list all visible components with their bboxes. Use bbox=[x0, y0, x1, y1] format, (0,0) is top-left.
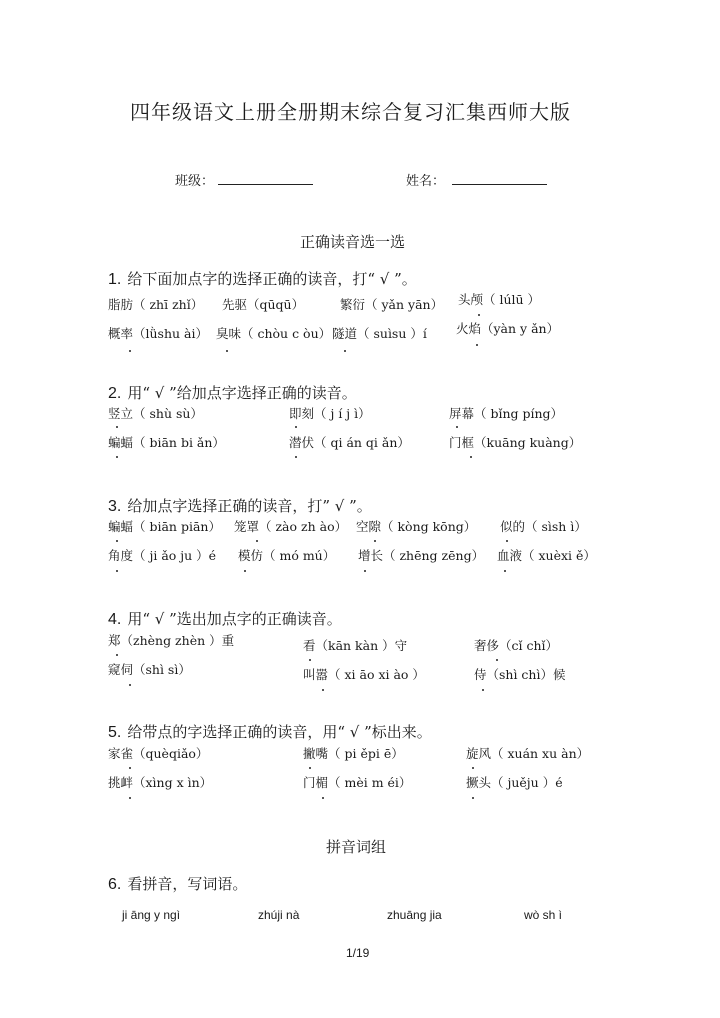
emphasis-dot bbox=[364, 570, 366, 572]
q5-item-4[interactable]: 挑衅（xìng x ìn） bbox=[108, 775, 213, 790]
emphasis-dot bbox=[344, 350, 346, 352]
q5-item-2[interactable]: 撇嘴（ pi ěpi ē） bbox=[303, 746, 404, 761]
q1-item-3[interactable]: 繁衍（ yǎn yān） bbox=[340, 297, 444, 312]
question-1 bbox=[108, 268, 417, 289]
emphasis-dot bbox=[129, 350, 131, 352]
emphasis-dot bbox=[456, 426, 458, 428]
emphasis-dot bbox=[116, 456, 118, 458]
emphasis-dot bbox=[472, 797, 474, 799]
emphasis-dot bbox=[322, 797, 324, 799]
question-number: 4. bbox=[108, 611, 122, 628]
emphasis-dot bbox=[482, 689, 484, 691]
q1-item-8[interactable]: 火焰（yàn y ǎn） bbox=[456, 321, 560, 336]
q3-item-8[interactable]: 血液（ xuèxi ě） bbox=[497, 548, 596, 563]
q3-item-6[interactable]: 模仿（ mó mú） bbox=[238, 548, 336, 563]
q5-item-5[interactable]: 门楣（ mèi m éi） bbox=[303, 775, 412, 790]
question-number: 5. bbox=[108, 724, 122, 741]
emphasis-dot bbox=[116, 426, 118, 428]
question-text: 用“ √ ”给加点字选择正确的读音。 bbox=[127, 384, 357, 402]
emphasis-dot bbox=[295, 456, 297, 458]
q3-item-1[interactable]: 蝙蝠（ biān piān） bbox=[108, 519, 221, 534]
page-title: 四年级语文上册全册期末综合复习汇集西师大版 bbox=[130, 100, 571, 124]
emphasis-dot bbox=[472, 767, 474, 769]
q2-item-4[interactable]: 蝙蝠（ biān bi ǎn） bbox=[108, 435, 225, 450]
q5-item-1[interactable]: 家雀（quèqiǎo） bbox=[108, 746, 209, 761]
question-text: 用“ √ ”选出加点字的正确读音。 bbox=[127, 610, 342, 628]
q4-item-1[interactable]: 郑（zhèng zhèn ）重 bbox=[108, 633, 235, 648]
question-number: 3. bbox=[108, 498, 122, 515]
question-text: 给加点字选择正确的读音，打” √ ”。 bbox=[127, 497, 372, 515]
emphasis-dot bbox=[496, 659, 498, 661]
q4-item-3[interactable]: 奢侈（cǐ chǐ） bbox=[474, 638, 559, 653]
q4-item-5[interactable]: 叫嚣（ xi āo xi ào ） bbox=[303, 667, 425, 682]
emphasis-dot bbox=[504, 570, 506, 572]
q3-item-3[interactable]: 空隙（ kòng kōng） bbox=[356, 519, 477, 534]
pinyin-item-1: ji āng y ngì bbox=[122, 908, 181, 922]
q5-item-3[interactable]: 旋风（ xuán xu àn） bbox=[466, 746, 590, 761]
question-text: 给下面加点字的选择正确的读音，打“ √ ”。 bbox=[127, 270, 417, 288]
q1-item-4[interactable]: 头颅（ lúlū ） bbox=[458, 292, 541, 307]
question-5 bbox=[108, 721, 432, 742]
question-number: 2. bbox=[108, 385, 122, 402]
q2-item-3[interactable]: 屏幕（ bǐng píng） bbox=[449, 406, 564, 421]
emphasis-dot bbox=[129, 767, 131, 769]
question-6 bbox=[108, 873, 247, 894]
name-blank[interactable] bbox=[452, 184, 547, 185]
q1-item-5[interactable]: 概率（lǜshu ài） bbox=[108, 326, 208, 341]
q3-item-2[interactable]: 笼罩（ zào zh ào） bbox=[234, 519, 348, 534]
class-label: 班级： bbox=[175, 174, 215, 189]
section-title-pinyin: 拼音词组 bbox=[326, 838, 387, 856]
emphasis-dot bbox=[226, 350, 228, 352]
pinyin-item-2: zhúji nà bbox=[258, 908, 300, 922]
name-label: 姓名： bbox=[406, 174, 446, 189]
q2-item-5[interactable]: 潜伏（ qi án qi ǎn） bbox=[289, 435, 410, 450]
pinyin-item-3: zhuāng jia bbox=[387, 908, 442, 922]
emphasis-dot bbox=[244, 570, 246, 572]
emphasis-dot bbox=[295, 426, 297, 428]
q4-item-6[interactable]: 侍（shì chì）候 bbox=[474, 667, 566, 682]
question-2 bbox=[108, 382, 357, 403]
q3-item-4[interactable]: 似的（ sìsh ì） bbox=[500, 519, 587, 534]
q2-item-6[interactable]: 门框（kuāng kuàng） bbox=[449, 435, 582, 450]
emphasis-dot bbox=[374, 540, 376, 542]
emphasis-dot bbox=[476, 344, 478, 346]
q1-item-6[interactable]: 臭味（ chòu c òu） bbox=[216, 326, 332, 341]
emphasis-dot bbox=[309, 659, 311, 661]
section-title-reading: 正确读音选一选 bbox=[300, 233, 406, 251]
q5-item-6[interactable]: 撅头（ juěju ）é bbox=[466, 775, 563, 790]
emphasis-dot bbox=[470, 456, 472, 458]
emphasis-dot bbox=[129, 684, 131, 686]
q3-item-7[interactable]: 增长（ zhēng zēng） bbox=[358, 548, 485, 563]
q1-item-2[interactable]: 先驱（qūqū） bbox=[222, 297, 305, 312]
emphasis-dot bbox=[129, 797, 131, 799]
emphasis-dot bbox=[116, 570, 118, 572]
question-number: 1. bbox=[108, 271, 122, 288]
question-number: 6. bbox=[108, 876, 122, 893]
emphasis-dot bbox=[256, 540, 258, 542]
emphasis-dot bbox=[478, 314, 480, 316]
class-blank[interactable] bbox=[218, 184, 313, 185]
q4-item-4[interactable]: 窥伺（shì sì） bbox=[108, 662, 191, 677]
emphasis-dot bbox=[322, 689, 324, 691]
page-number: 1/19 bbox=[346, 946, 370, 960]
q3-item-5[interactable]: 角度（ ji ǎo ju ）é bbox=[108, 548, 217, 563]
question-4 bbox=[108, 608, 342, 629]
q4-item-2[interactable]: 看（kān kàn ）守 bbox=[303, 638, 408, 653]
question-3 bbox=[108, 495, 372, 516]
question-text: 给带点的字选择正确的读音，用“ √ ”标出来。 bbox=[127, 723, 432, 741]
q1-item-7[interactable]: 隧道（ suìsu ）í bbox=[332, 326, 427, 341]
pinyin-item-4: wò sh ì bbox=[524, 908, 563, 922]
q2-item-2[interactable]: 即刻（ j í j ì） bbox=[289, 406, 371, 421]
emphasis-dot bbox=[506, 540, 508, 542]
question-text: 看拼音，写词语。 bbox=[127, 875, 248, 893]
emphasis-dot bbox=[116, 654, 118, 656]
emphasis-dot bbox=[116, 540, 118, 542]
q1-item-1[interactable]: 脂肪（ zhī zhǐ） bbox=[108, 297, 204, 312]
emphasis-dot bbox=[309, 767, 311, 769]
q2-item-1[interactable]: 竖立（ shù sù） bbox=[108, 406, 203, 421]
